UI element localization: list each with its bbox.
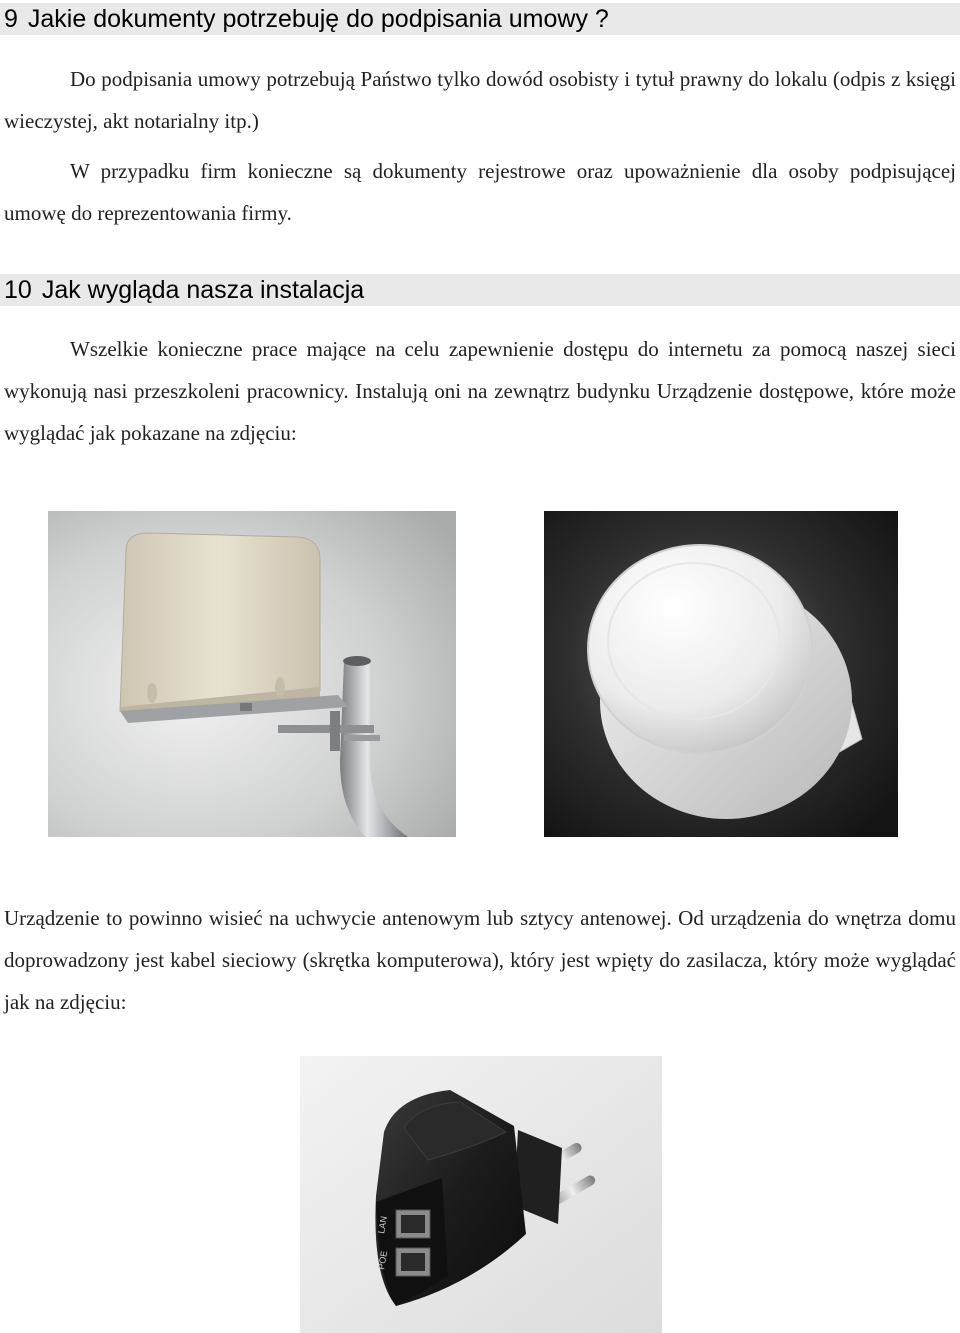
section-10-title: Jak wygląda nasza instalacja <box>41 276 365 304</box>
section-9-title: Jakie dokumenty potrzebuję do podpisania umowy ? <box>27 5 609 33</box>
section-10-paragraph-2: Urządzenie to powinno wisieć na uchwycie antenowym lub sztycy antenowej. Od urządzenia do wnętrza domu doprowadzony jest kabel sieciowy (skrętka komputerowa), który jest wpięty do zasilacza, który może wyglądać jak na zdjęciu: <box>4 906 956 1014</box>
lan-port-label: LAN <box>376 1215 390 1235</box>
panel-antenna-photo <box>48 511 456 837</box>
outdoor-cpe-photo <box>544 511 898 837</box>
section-9-paragraph-2: W przypadku firm konieczne są dokumenty rejestrowe oraz upoważnienie dla osoby podpisującej umowę do reprezentowania firmy. <box>4 159 956 225</box>
poe-port-label: POE <box>376 1249 390 1271</box>
section-9-heading <box>0 3 960 35</box>
section-10-heading <box>0 274 960 306</box>
section-10-paragraph-1: Wszelkie konieczne prace mające na celu zapewnienie dostępu do internetu za pomocą naszej sieci wykonują nasi przeszkoleni pracownicy. Instalują oni na zewnątrz budynku Urządzenie dostępowe, które może wyglądać jak pokazane na zdjęciu: <box>4 337 956 445</box>
section-9-number: 9 <box>4 5 18 33</box>
section-10-number: 10 <box>4 276 32 304</box>
section-9-paragraph-1: Do podpisania umowy potrzebują Państwo tylko dowód osobisty i tytuł prawny do lokalu (odpis z księgi wieczystej, akt notarialny itp.) <box>4 67 956 133</box>
poe-adapter-photo <box>300 1056 662 1333</box>
